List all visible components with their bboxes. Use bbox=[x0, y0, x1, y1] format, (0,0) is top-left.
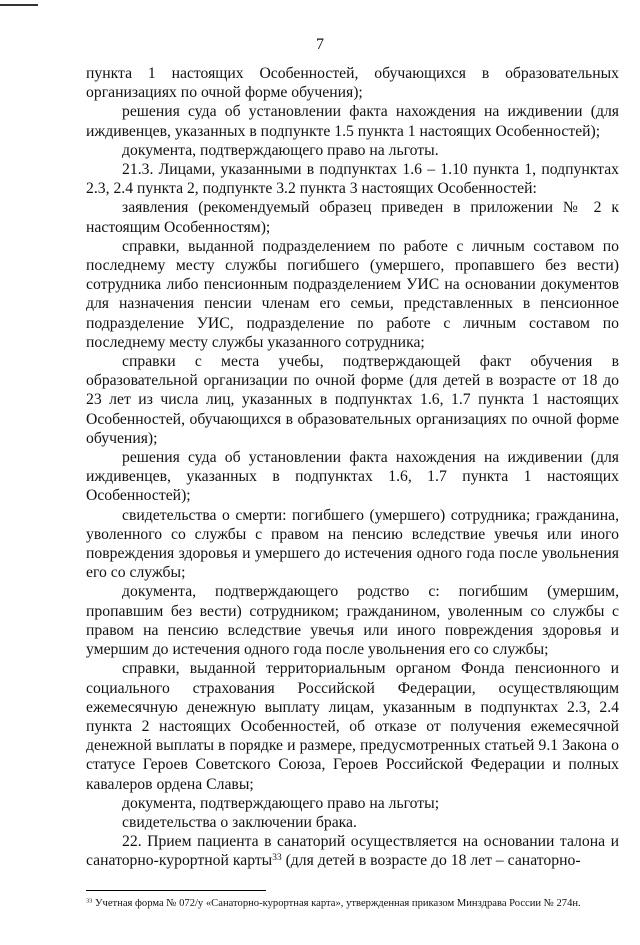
paragraph: документа, подтверждающего право на льготы. bbox=[122, 141, 439, 159]
paragraph: решения суда об установлении факта нахождения на иждивении (для иждивенцев, указанных в подпункте 1.5 пункта 1 настоящих Особенностей); bbox=[86, 103, 619, 140]
footnote-text: Учетная форма № 072/у «Санаторно-курортная карта», утвержденная приказом Минздрава России № 274н. bbox=[92, 898, 581, 909]
paragraph: пункта 1 настоящих Особенностей, обучающихся в образовательных организациях по очной форме обучения); bbox=[86, 65, 619, 102]
paragraph: 21.3. Лицами, указанными в подпунктах 1.6 – 1.10 пункта 1, подпунктах 2.3, 2.4 пункта 2, подпункте 3.2 пункта 3 настоящих Особенностей: bbox=[86, 161, 619, 198]
top-edge-mark bbox=[0, 4, 38, 6]
footnote-reference[interactable]: 33 bbox=[272, 853, 282, 864]
paragraph: заявления (рекомендуемый образец приведен в приложении № 2 к настоящим Особенностям); bbox=[86, 199, 619, 236]
paragraph: справки, выданной подразделением по работе с личным составом по последнему месту службы погибшего (умершего, пропавшего без вести) сотрудника либо пенсионным подразделением УИС на основании документов для назначения пенсии членам его семьи, представленных в пенсионное подразделение УИС, подразделение по работе с личным составом по последнему месту службы указанного сотрудника; bbox=[86, 237, 619, 351]
paragraph: решения суда об установлении факта нахождения на иждивении (для иждивенцев, указанных в подпунктах 1.6, 1.7 пункта 1 настоящих Особенностей); bbox=[86, 449, 619, 505]
paragraph-text: 22. Прием пациента в санаторий осуществляется на основании талона и санаторно-курортной карты bbox=[86, 833, 619, 870]
paragraph: документа, подтверждающего родство с: погибшим (умершим, пропавшим без вести) сотрудником; гражданином, уволенным со службы с правом на пенсию вследствие увечья или иного повреждения здоровья и умершим до истечения одного года после увольнения его со службы; bbox=[86, 583, 619, 659]
paragraph: справки с места учебы, подтверждающей факт обучения в образовательной организации по очной форме (для детей в возрасте от 18 до 23 лет из числа лиц, указанных в подпунктах 1.6, 1.7 пункта 1 настоящих Особенностей, обучающихся в образовательных организациях по очной форме обучения); bbox=[86, 353, 619, 447]
paragraph-text-continued: (для детей в возрасте до 18 лет – санаторно- bbox=[281, 852, 581, 870]
footnote-number: 33 bbox=[86, 897, 93, 905]
paragraph: справки, выданной территориальным органом Фонда пенсионного и социального страхования Российской Федерации, осуществляющим ежемесячную денежную выплату лицам, указанным в подпунктах 2.3, 2.4 пункта 2 настоящих Особенностей, об отказе от получения ежемесячной денежной выплаты в порядке и размере, предусмотренных статьей 9.1 Закона о статусе Героев Советского Союза, Героев Российской Федерации и полных кавалеров ордена Славы; bbox=[86, 660, 619, 793]
footnote bbox=[86, 897, 619, 910]
page-number: 7 bbox=[316, 36, 324, 53]
paragraph: документа, подтверждающего право на льготы; bbox=[122, 794, 440, 812]
paragraph-with-footnote bbox=[86, 832, 619, 870]
paragraph: свидетельства о заключении брака. bbox=[122, 813, 357, 831]
body-text bbox=[86, 64, 619, 871]
footnote-separator bbox=[86, 890, 266, 891]
paragraph: свидетельства о смерти: погибшего (умершего) сотрудника; гражданина, уволенного со службы с правом на пенсию вследствие увечья или иного повреждения здоровья и умершего до истечения одного года после увольнения его со службы; bbox=[86, 506, 619, 582]
